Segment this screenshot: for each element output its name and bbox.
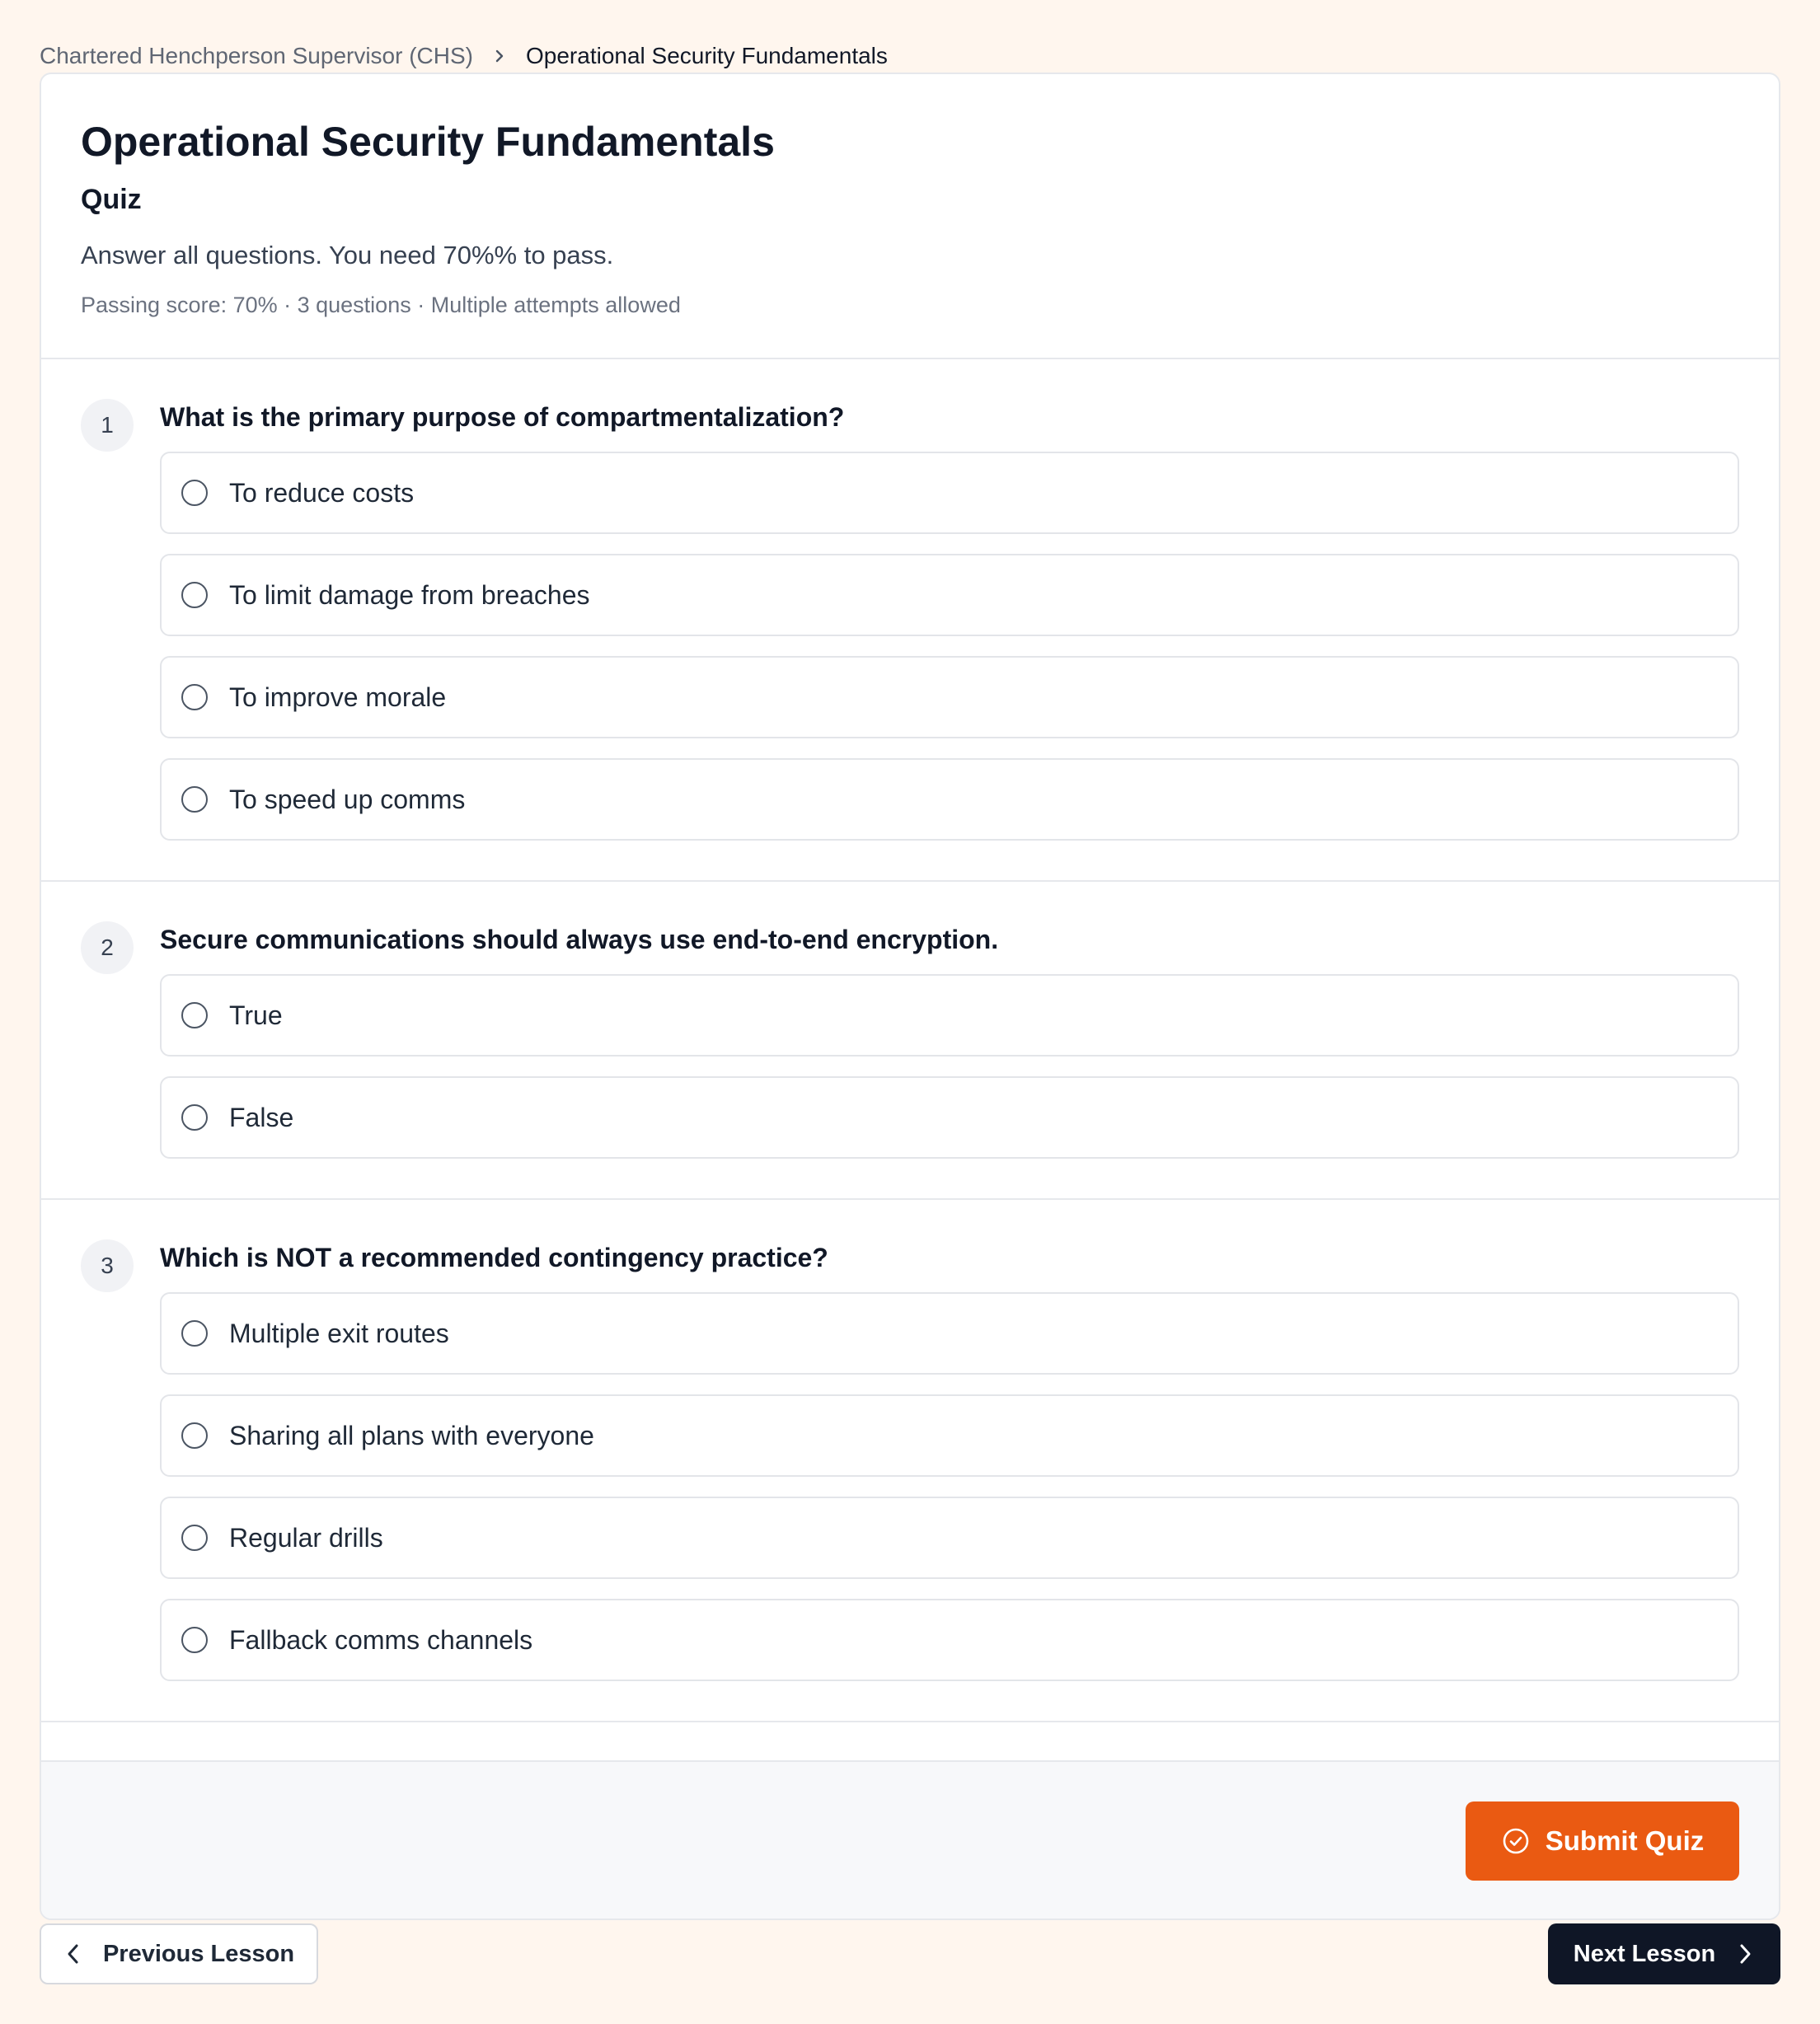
radio-button[interactable] — [181, 1320, 208, 1347]
answer-label: To improve morale — [229, 682, 447, 712]
quiz-footer — [41, 1760, 1779, 1919]
submit-quiz-button[interactable] — [1466, 1801, 1739, 1881]
radio-button[interactable] — [181, 1525, 208, 1551]
answer-label: Regular drills — [229, 1523, 383, 1553]
next-lesson-label: Next Lesson — [1573, 1940, 1716, 1967]
page-title: Operational Security Fundamentals — [81, 119, 775, 165]
question-text: Which is NOT a recommended contingency practice? — [160, 1243, 828, 1272]
breadcrumb-parent-link[interactable]: Chartered Henchperson Supervisor (CHS) — [40, 43, 473, 68]
radio-button[interactable] — [181, 684, 208, 710]
question-3 — [41, 1200, 1779, 1722]
question-2 — [41, 882, 1779, 1200]
question-number: 3 — [81, 1239, 134, 1292]
answer-label: False — [229, 1103, 294, 1132]
submit-quiz-label: Submit Quiz — [1545, 1825, 1705, 1856]
answer-option[interactable] — [160, 1497, 1739, 1579]
answer-option[interactable] — [160, 974, 1739, 1057]
radio-button[interactable] — [181, 1104, 208, 1131]
answer-label: Sharing all plans with everyone — [229, 1421, 594, 1450]
previous-lesson-label: Previous Lesson — [102, 1940, 295, 1967]
answer-option[interactable] — [160, 1394, 1739, 1477]
quiz-meta: Passing score: 70% · 3 questions · Multiple attempts allowed — [81, 293, 681, 317]
answer-label: To speed up comms — [229, 785, 466, 814]
chevron-left-icon — [63, 1942, 83, 1965]
question-text: What is the primary purpose of compartmentalization? — [160, 402, 845, 432]
answer-option[interactable] — [160, 1599, 1739, 1681]
answer-label: Fallback comms channels — [229, 1625, 533, 1655]
quiz-instructions: Answer all questions. You need 70%% to pass. — [81, 241, 614, 269]
radio-button[interactable] — [181, 786, 208, 813]
quiz-header — [41, 74, 1779, 359]
breadcrumb — [40, 38, 888, 74]
radio-button[interactable] — [181, 1627, 208, 1653]
answer-options — [160, 452, 1739, 841]
answer-option[interactable] — [160, 656, 1739, 738]
answer-options — [160, 974, 1739, 1159]
answer-option[interactable] — [160, 1076, 1739, 1159]
answer-label: True — [229, 1000, 283, 1030]
breadcrumb-current: Operational Security Fundamentals — [526, 43, 888, 68]
answer-option[interactable] — [160, 1292, 1739, 1375]
quiz-subtitle: Quiz — [81, 184, 142, 215]
question-number: 1 — [81, 399, 134, 452]
quiz-card — [40, 73, 1780, 1920]
question-text: Secure communications should always use end-to-end encryption. — [160, 925, 999, 954]
answer-label: To limit damage from breaches — [229, 580, 590, 610]
check-circle-icon — [1501, 1826, 1531, 1856]
answer-label: Multiple exit routes — [229, 1319, 449, 1348]
chevron-right-icon — [491, 48, 508, 64]
next-lesson-button[interactable] — [1548, 1923, 1780, 1984]
answer-label: To reduce costs — [229, 478, 415, 508]
radio-button[interactable] — [181, 582, 208, 608]
answer-option[interactable] — [160, 452, 1739, 534]
radio-button[interactable] — [181, 1002, 208, 1028]
question-number: 2 — [81, 921, 134, 974]
answer-option[interactable] — [160, 554, 1739, 636]
previous-lesson-button[interactable] — [40, 1923, 318, 1984]
answer-option[interactable] — [160, 758, 1739, 841]
radio-button[interactable] — [181, 1422, 208, 1449]
question-1 — [41, 359, 1779, 882]
radio-button[interactable] — [181, 480, 208, 506]
chevron-right-icon — [1735, 1942, 1755, 1965]
answer-options — [160, 1292, 1739, 1681]
